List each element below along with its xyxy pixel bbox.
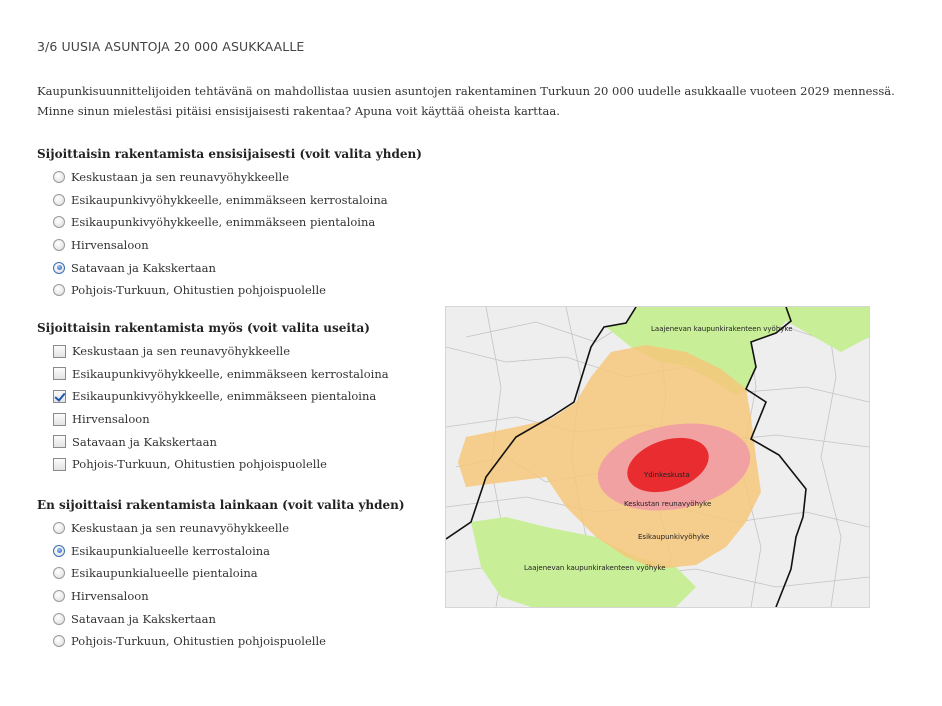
radio-option[interactable] bbox=[37, 234, 422, 257]
radio-option[interactable] bbox=[37, 189, 422, 212]
checkbox-option[interactable] bbox=[37, 340, 389, 363]
label-expanding-zone-north: Laajenevan kaupunkirakenteen vyöhyke bbox=[651, 325, 793, 333]
option-label: Keskustaan ja sen reunavyöhykkeelle bbox=[72, 344, 291, 359]
checkbox-option[interactable] bbox=[37, 363, 389, 386]
checkbox[interactable] bbox=[53, 413, 66, 426]
option-label: Keskustaan ja sen reunavyöhykkeelle bbox=[71, 521, 290, 536]
radio-option[interactable] bbox=[37, 607, 405, 630]
checkbox[interactable] bbox=[53, 345, 66, 358]
zone-map bbox=[445, 306, 870, 608]
option-label: Esikaupunkivyöhykkeelle, enimmäkseen pientaloina bbox=[72, 389, 377, 404]
radio-button[interactable] bbox=[53, 262, 65, 274]
question-title: Sijoittaisin rakentamista myös (voit valita useita) bbox=[37, 321, 370, 335]
option-label: Pohjois-Turkuun, Ohitustien pohjoispuolelle bbox=[72, 457, 327, 472]
option-label: Esikaupunkivyöhykkeelle, enimmäkseen pientaloina bbox=[71, 215, 376, 230]
radio-button[interactable] bbox=[53, 239, 65, 251]
radio-option[interactable] bbox=[37, 630, 405, 653]
radio-option[interactable] bbox=[37, 166, 422, 189]
option-label: Esikaupunkialueelle pientaloina bbox=[71, 566, 258, 581]
radio-option[interactable] bbox=[37, 540, 405, 563]
checkbox-option[interactable] bbox=[37, 385, 389, 408]
checkbox[interactable] bbox=[53, 435, 66, 448]
radio-button[interactable] bbox=[53, 613, 65, 625]
question-title: Sijoittaisin rakentamista ensisijaisesti (voit valita yhden) bbox=[37, 147, 422, 161]
radio-option[interactable] bbox=[37, 279, 422, 302]
option-label: Satavaan ja Kakskertaan bbox=[71, 260, 216, 275]
radio-button[interactable] bbox=[53, 590, 65, 602]
option-label: Hirvensaloon bbox=[72, 412, 150, 427]
radio-option[interactable] bbox=[37, 585, 405, 608]
radio-button[interactable] bbox=[53, 567, 65, 579]
radio-option[interactable] bbox=[37, 517, 405, 540]
radio-button[interactable] bbox=[53, 171, 65, 183]
zone-map-svg bbox=[446, 307, 869, 607]
label-center-edge: Keskustan reunavyöhyke bbox=[624, 500, 712, 508]
checkbox-option[interactable] bbox=[37, 430, 389, 453]
intro-text: Kaupunkisuunnittelijoiden tehtävänä on mahdollistaa uusien asuntojen rakentaminen Turkuun 20 000 uudelle asukkaalle vuoteen 2029 mennessä. Minne sinun mielestäsi pitäisi ensisijaisesti rakentaa? Apuna voit käyttää oheista karttaa. bbox=[37, 84, 895, 118]
label-expanding-zone-south: Laajenevan kaupunkirakenteen vyöhyke bbox=[524, 564, 666, 572]
radio-button[interactable] bbox=[53, 522, 65, 534]
label-suburban: Esikaupunkivyöhyke bbox=[638, 533, 710, 541]
step-title: 3/6 UUSIA ASUNTOJA 20 000 ASUKKAALLE bbox=[37, 39, 305, 54]
radio-option[interactable] bbox=[37, 256, 422, 279]
checkbox-option[interactable] bbox=[37, 408, 389, 431]
option-label: Satavaan ja Kakskertaan bbox=[72, 434, 217, 449]
option-label: Keskustaan ja sen reunavyöhykkeelle bbox=[71, 170, 290, 185]
label-core: Ydinkeskusta bbox=[644, 471, 690, 479]
checkbox[interactable] bbox=[53, 390, 66, 403]
option-label: Esikaupunkivyöhykkeelle, enimmäkseen kerrostaloina bbox=[71, 192, 388, 207]
option-label: Hirvensaloon bbox=[71, 589, 149, 604]
option-label: Hirvensaloon bbox=[71, 238, 149, 253]
radio-button[interactable] bbox=[53, 635, 65, 647]
radio-button[interactable] bbox=[53, 194, 65, 206]
option-label: Pohjois-Turkuun, Ohitustien pohjoispuolelle bbox=[71, 283, 326, 298]
question-primary-location bbox=[37, 144, 422, 302]
option-label: Esikaupunkialueelle kerrostaloina bbox=[71, 543, 271, 558]
question-title: En sijoittaisi rakentamista lainkaan (voit valita yhden) bbox=[37, 498, 405, 512]
radio-button[interactable] bbox=[53, 545, 65, 557]
checkbox[interactable] bbox=[53, 458, 66, 471]
option-label: Satavaan ja Kakskertaan bbox=[71, 611, 216, 626]
radio-option[interactable] bbox=[37, 562, 405, 585]
option-label: Esikaupunkivyöhykkeelle, enimmäkseen kerrostaloina bbox=[72, 366, 389, 381]
option-label: Pohjois-Turkuun, Ohitustien pohjoispuolelle bbox=[71, 634, 326, 649]
checkbox[interactable] bbox=[53, 367, 66, 380]
question-not-location bbox=[37, 495, 405, 653]
radio-button[interactable] bbox=[53, 216, 65, 228]
radio-option[interactable] bbox=[37, 211, 422, 234]
radio-button[interactable] bbox=[53, 284, 65, 296]
question-also-location bbox=[37, 318, 389, 476]
checkbox-option[interactable] bbox=[37, 453, 389, 476]
